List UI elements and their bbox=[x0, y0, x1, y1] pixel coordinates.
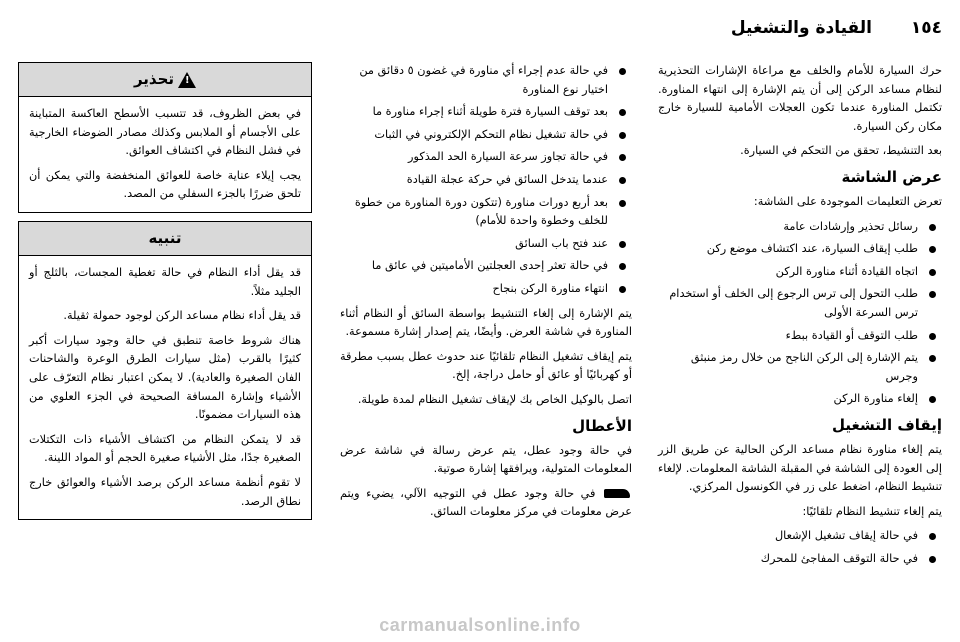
display-heading: عرض الشاشة bbox=[841, 167, 942, 186]
left-column bbox=[18, 62, 312, 528]
faults-paragraph-2 bbox=[340, 485, 632, 522]
intro-paragraph: حرك السيارة للأمام والخلف مع مراعاة الإشارات التحذيرية لنظام مساعد الركن إلى أن يتم الإشارة إلى انتهاء المناورة. تكتمل المناورة عندما تكون العجلات الأمامية للسيارة خارج مكان ركن السيارة. bbox=[658, 64, 942, 133]
auto-deactivate-list bbox=[658, 527, 942, 568]
list-item: طلب إيقاف السيارة، عند اكتشاف موضع ركن bbox=[658, 240, 942, 259]
display-list bbox=[658, 218, 942, 409]
parking-steering-icon bbox=[604, 489, 630, 498]
notice-paragraph: قد يقل أداء نظام مساعد الركن لوجود حمولة ثقيلة. bbox=[63, 309, 301, 323]
faults-heading: الأعطال bbox=[572, 416, 632, 435]
deactivate-paragraph: يتم إلغاء مناورة نظام مساعد الركن الحالية عن طريق الزر إلى العودة إلى الشاشة في المقبلة الشاشة المعلومات. لإلغاء تنشيط النظام، اضغط على زر في الكونسول المركزي. bbox=[658, 442, 942, 494]
page-number: ١٥٤ bbox=[910, 18, 942, 38]
dealer-paragraph: اتصل بالوكيل الخاص بك لإيقاف تشغيل النظام لمدة طويلة. bbox=[357, 392, 632, 406]
warning-paragraph: في بعض الظروف، قد تتسبب الأسطح العاكسة المتباينة على الأجسام أو الملابس وكذلك مصادر الضوضاء الخارجية في فشل النظام في اكتشاف العوائق. bbox=[29, 107, 301, 158]
list-item: في حالة التوقف المفاجئ للمحرك bbox=[658, 550, 942, 569]
list-item: رسائل تحذير وإرشادات عامة bbox=[658, 218, 942, 237]
list-item: انتهاء مناورة الركن بنجاح bbox=[340, 280, 632, 299]
list-item: بعد أربع دورات مناورة (تتكون دورة المناورة من خطوة للخلف وخطوة واحدة للأمام) bbox=[340, 194, 632, 231]
warning-header bbox=[19, 63, 311, 97]
faults-paragraph: في حالة وجود عطل، يتم عرض رسالة في شاشة عرض المعلومات المتولية، ويرافقها إشارة صوتية. bbox=[340, 443, 632, 476]
auto-deactivate-lead: يتم إلغاء تنشيط النظام تلقائيًا: bbox=[802, 504, 942, 518]
list-item: عندما يتدخل السائق في حركة عجلة القيادة bbox=[340, 171, 632, 190]
notice-header bbox=[19, 222, 311, 256]
warning-triangle-icon bbox=[178, 72, 196, 88]
middle-column bbox=[340, 62, 632, 528]
list-item: اتجاه القيادة أثناء مناورة الركن bbox=[658, 263, 942, 282]
list-item: إلغاء مناورة الركن bbox=[658, 390, 942, 409]
fault-paragraph: يتم إيقاف تشغيل النظام تلقائيًا عند حدوث عطل بسبب مطرقة أو كهربائيًا أو عائق أو حامل دراجة، إلخ. bbox=[340, 349, 632, 382]
faults-text-2: في حالة وجود عطل في التوجيه الآلي، يضيء ويتم عرض معلومات في مركز معلومات السائق. bbox=[340, 486, 632, 519]
notice-paragraph: لا تقوم أنظمة مساعد الركن برصد الأشياء والعوائق خارج نطاق الرصد. bbox=[29, 475, 301, 508]
notice-paragraph: قد يقل أداء النظام في حالة تغطية المجسات، بالثلج أو الجليد مثلاً. bbox=[29, 265, 301, 298]
warning-body bbox=[19, 97, 311, 212]
list-item: في حالة تشغيل نظام التحكم الإلكتروني في الثبات bbox=[340, 126, 632, 145]
deactivation-conditions-list bbox=[340, 62, 632, 299]
list-item: طلب التوقف أو القيادة ببطء bbox=[658, 327, 942, 346]
warning-paragraph: يجب إيلاء عناية خاصة للعوائق المنخفضة والتي يمكن أن تلحق ضررًا بالجزء السفلي من المصد. bbox=[29, 168, 301, 201]
list-item: يتم الإشارة إلى الركن الناجح من خلال رمز منبثق وجرس bbox=[658, 349, 942, 386]
warning-box bbox=[18, 62, 312, 213]
watermark: carmanualsonline.info bbox=[379, 615, 581, 635]
list-item: في حالة عدم إجراء أي مناورة في غضون ٥ دقائق من اختيار نوع المناورة bbox=[340, 62, 632, 99]
list-item: عند فتح باب السائق bbox=[340, 235, 632, 254]
list-item: بعد توقف السيارة فترة طويلة أثناء إجراء مناورة ما bbox=[340, 103, 632, 122]
after-activation-paragraph: بعد التنشيط، تحقق من التحكم في السيارة. bbox=[740, 144, 942, 158]
list-item: في حالة إيقاف تشغيل الإشعال bbox=[658, 527, 942, 546]
notice-title: تنبيه bbox=[148, 229, 182, 248]
display-lead: تعرض التعليمات الموجودة على الشاشة: bbox=[753, 194, 942, 208]
list-item: طلب التحول إلى ترس الرجوع إلى الخلف أو استخدام ترس السرعة الأولى bbox=[658, 285, 942, 322]
page-header bbox=[18, 18, 942, 46]
list-item: في حالة تعثر إحدى العجلتين الأماميتين في عائق ما bbox=[340, 257, 632, 276]
deactivate-heading: إيقاف التشغيل bbox=[832, 415, 942, 434]
notice-body bbox=[19, 256, 311, 519]
list-item: في حالة تجاوز سرعة السيارة الحد المذكور bbox=[340, 148, 632, 167]
warning-title: تحذير bbox=[133, 70, 175, 89]
right-column bbox=[658, 62, 942, 574]
section-title: القيادة والتشغيل bbox=[730, 18, 872, 38]
cancel-paragraph: يتم الإشارة إلى إلغاء التنشيط بواسطة السائق أو النظام أثناء المناورة في شاشة العرض. وأيضًا، يتم إصدار إشارة مسموعة. bbox=[340, 306, 632, 339]
notice-box bbox=[18, 221, 312, 520]
notice-paragraph: قد لا يتمكن النظام من اكتشاف الأشياء ذات التكتلات الصغيرة جدًا، مثل الأشياء صغيرة الحجم أو المواد اللينة. bbox=[29, 432, 301, 465]
notice-paragraph: هناك شروط خاصة تنطبق في حالة وجود سيارات أكبر كثيرًا بالقرب (مثل سيارات الطرق الوعرة والشاحنات الفان الصغيرة والعادية). لا يمكن اعتبار نظام التعرّف على الأشياء وإشارة المسافة الصحيحة في الجزء العلوي من هذه السيارات مضمونًا. bbox=[29, 333, 301, 422]
